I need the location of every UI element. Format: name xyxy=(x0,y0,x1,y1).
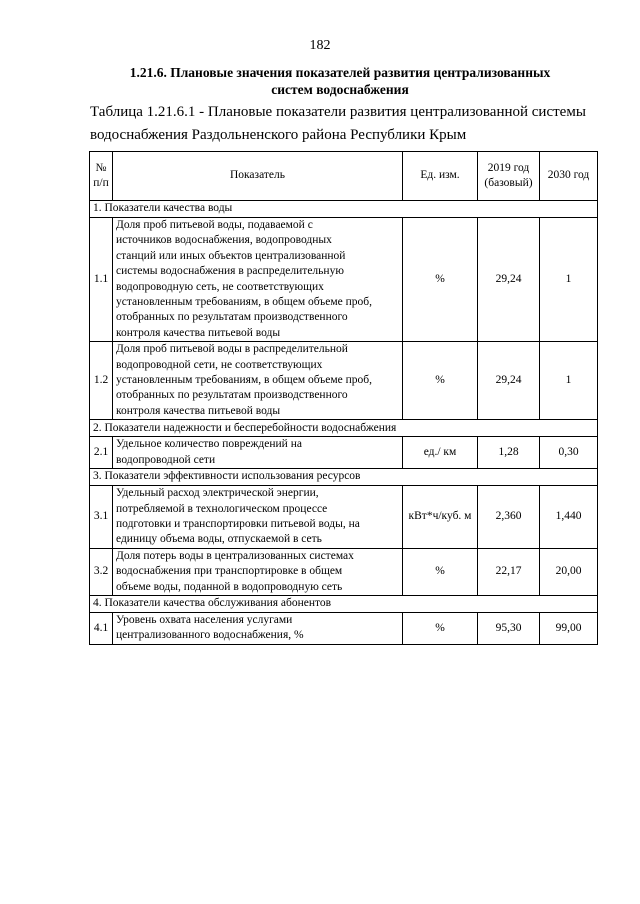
row-number: 1.1 xyxy=(90,218,113,342)
row-number: 2.1 xyxy=(90,437,113,469)
target-year-value: 99,00 xyxy=(540,612,598,644)
base-year-value: 22,17 xyxy=(478,548,540,595)
indicator-description xyxy=(113,548,403,595)
indicator-description-line: водопроводную сеть, не соответствующих xyxy=(116,280,324,293)
indicator-description xyxy=(113,218,403,342)
indicator-description-line: контроля качества питьевой воды xyxy=(116,404,281,417)
indicator-description-line: Удельное количество повреждений на xyxy=(116,438,302,451)
indicator-description-line: Доля потерь воды в централизованных системах xyxy=(116,549,354,562)
table-caption xyxy=(90,101,610,147)
indicator-description-line: водопроводной сети xyxy=(116,453,216,466)
header-base-year xyxy=(478,152,540,201)
table-caption-line1: Таблица 1.21.6.1 - Плановые показатели развития централизованной системы xyxy=(90,104,586,120)
unit-cell: ед./ км xyxy=(403,437,478,469)
target-year-value: 0,30 xyxy=(540,437,598,469)
target-year-value: 1 xyxy=(540,218,598,342)
indicators-table xyxy=(89,151,598,645)
section-title-line2: систем водоснабжения xyxy=(271,82,409,97)
indicator-description-line: Уровень охвата населения услугами xyxy=(116,613,293,626)
indicator-description-line: Доля проб питьевой воды, подаваемой с xyxy=(116,219,313,231)
header-target-year: 2030 год xyxy=(540,152,598,201)
section-title-cell: 1. Показатели качества воды xyxy=(90,201,598,218)
indicator-description-line: подготовки и транспортировки питьевой воды, на xyxy=(116,517,360,530)
header-base-year-line1: 2019 год xyxy=(487,161,530,174)
section-header-row xyxy=(90,420,598,437)
header-number-line2: п/п xyxy=(93,177,109,189)
section-title xyxy=(90,64,590,98)
header-number-line1: № xyxy=(95,161,107,174)
unit-cell: % xyxy=(403,548,478,595)
indicator-description xyxy=(113,612,403,644)
section-header-row xyxy=(90,469,598,486)
table-caption-line2: водоснабжения Раздольненского района Республики Крым xyxy=(90,127,467,143)
indicator-description xyxy=(113,342,403,420)
indicator-description-line: Удельный расход электрической энергии, xyxy=(116,487,319,500)
row-number: 4.1 xyxy=(90,612,113,644)
base-year-value: 2,360 xyxy=(478,486,540,549)
indicator-description-line: источников водоснабжения, водопроводных xyxy=(116,234,332,247)
unit-cell: % xyxy=(403,612,478,644)
indicator-description xyxy=(113,486,403,549)
section-title-cell: 3. Показатели эффективности использования ресурсов xyxy=(90,469,598,486)
table-row xyxy=(90,218,598,342)
header-indicator: Показатель xyxy=(113,152,403,201)
section-header-row xyxy=(90,201,598,218)
base-year-value: 1,28 xyxy=(478,437,540,469)
indicator-description-line: объеме воды, поданной в водопроводную сеть xyxy=(116,580,343,593)
base-year-value: 29,24 xyxy=(478,218,540,342)
table-row xyxy=(90,342,598,420)
table-row xyxy=(90,437,598,469)
indicator-description xyxy=(113,437,403,469)
target-year-value: 1 xyxy=(540,342,598,420)
indicator-description-line: централизованного водоснабжения, % xyxy=(116,629,304,642)
header-base-year-line2: (базовый) xyxy=(484,177,533,189)
target-year-value: 20,00 xyxy=(540,548,598,595)
indicator-description-line: установленным требованиям, в общем объеме проб, xyxy=(116,374,372,387)
header-unit: Ед. изм. xyxy=(403,152,478,201)
section-header-row xyxy=(90,595,598,612)
unit-cell: % xyxy=(403,218,478,342)
unit-cell: % xyxy=(403,342,478,420)
indicator-description-line: водоснабжения при транспортировке в общем xyxy=(116,565,343,578)
indicator-description-line: установленным требованиям, в общем объеме проб, xyxy=(116,296,372,309)
indicator-description-line: водопроводной сети, не соответствующих xyxy=(116,358,323,371)
section-title-cell: 2. Показатели надежности и бесперебойности водоснабжения xyxy=(90,420,598,437)
indicator-description-line: потребляемой в технологическом процессе xyxy=(116,502,328,515)
indicator-description-line: Доля проб питьевой воды в распределительной xyxy=(116,343,348,356)
indicator-description-line: контроля качества питьевой воды xyxy=(116,326,281,339)
section-title-line1: 1.21.6. Плановые значения показателей развития централизованных xyxy=(129,65,551,80)
row-number: 3.2 xyxy=(90,548,113,595)
target-year-value: 1,440 xyxy=(540,486,598,549)
indicator-description-line: отобранных по результатам производственного xyxy=(116,311,348,324)
table-body xyxy=(90,201,598,645)
row-number: 3.1 xyxy=(90,486,113,549)
indicator-description-line: единицу объема воды, отпускаемой в сеть xyxy=(116,533,322,546)
row-number: 1.2 xyxy=(90,342,113,420)
indicator-description-line: станций или иных объектов централизованной xyxy=(116,249,346,262)
table-header-row xyxy=(90,152,598,201)
table-row xyxy=(90,548,598,595)
indicator-description-line: отобранных по результатам производственного xyxy=(116,389,348,402)
indicator-description-line: системы водоснабжения в распределительную xyxy=(116,265,344,278)
base-year-value: 95,30 xyxy=(478,612,540,644)
section-title-cell: 4. Показатели качества обслуживания абонентов xyxy=(90,595,598,612)
page-number: 182 xyxy=(309,38,331,53)
base-year-value: 29,24 xyxy=(478,342,540,420)
table-row xyxy=(90,612,598,644)
table-row xyxy=(90,486,598,549)
unit-cell: кВт*ч/куб. м xyxy=(403,486,478,549)
header-number xyxy=(90,152,113,201)
